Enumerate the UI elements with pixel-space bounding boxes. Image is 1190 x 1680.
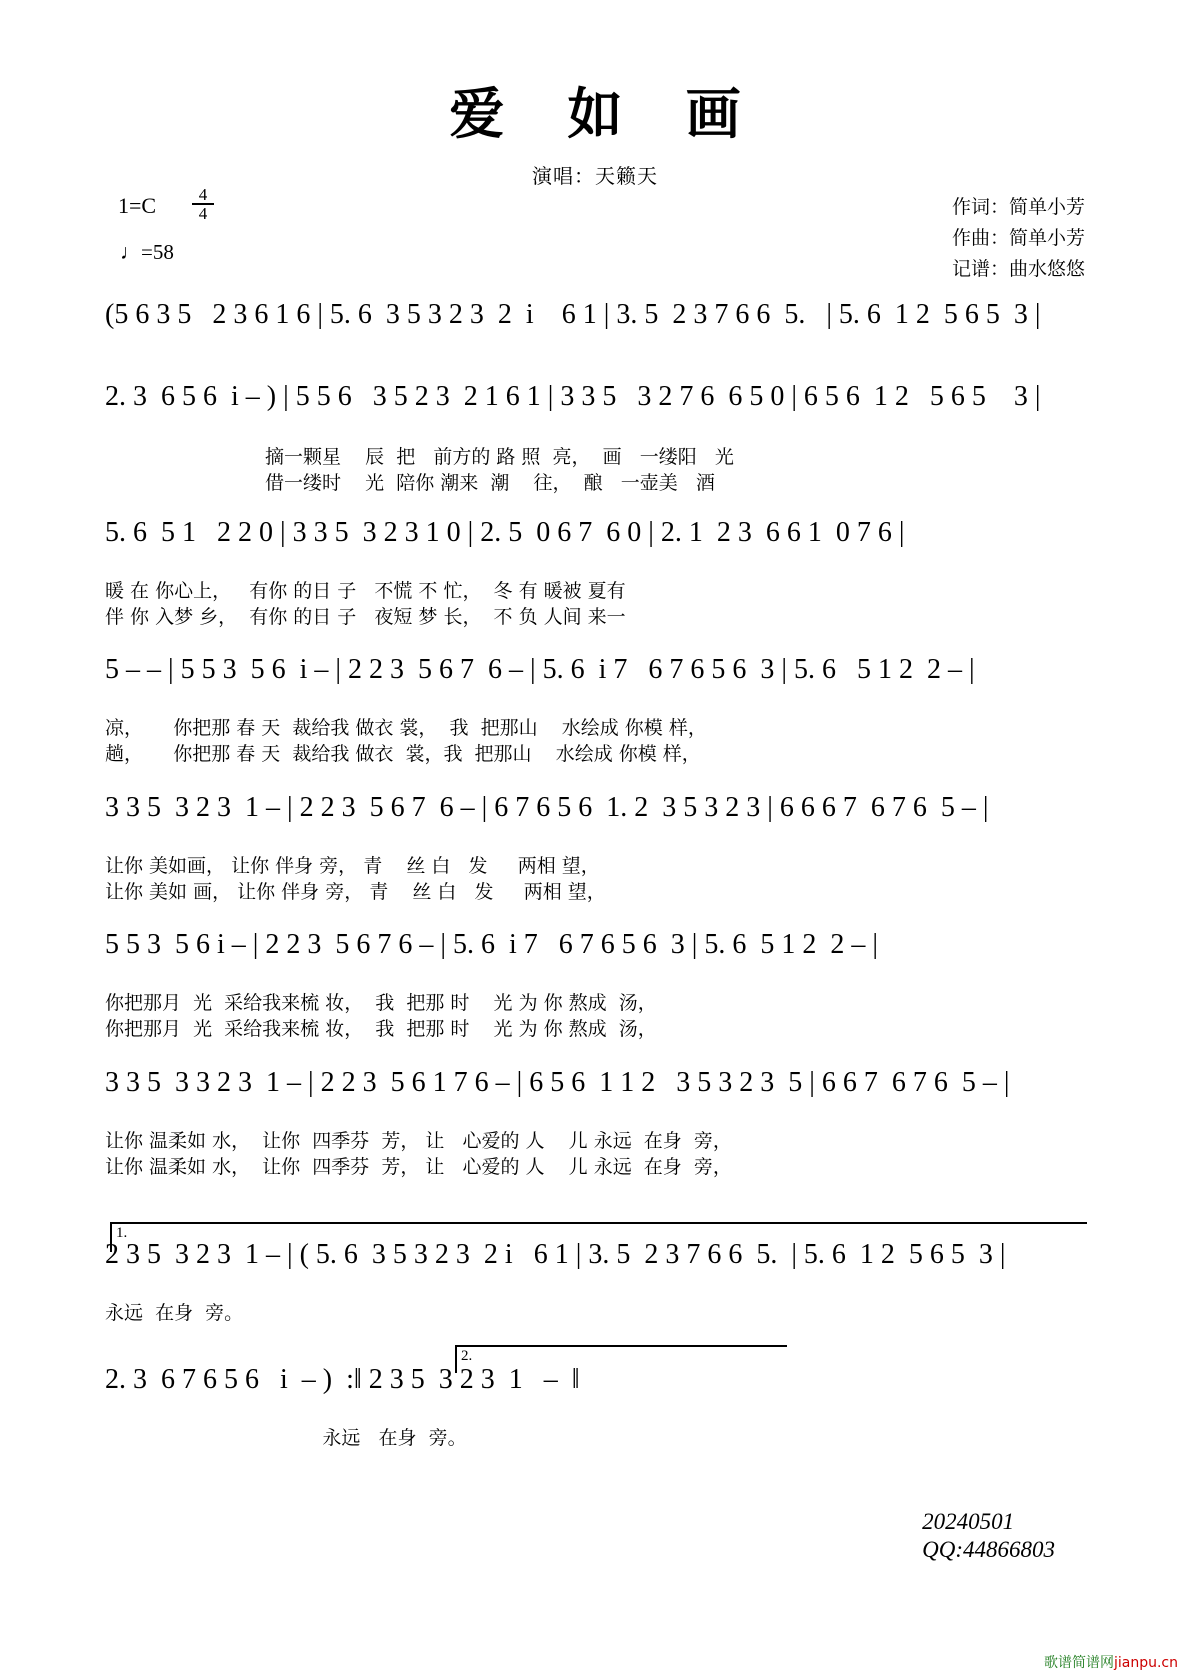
time-signature-numerator: 4 [198, 185, 208, 204]
tempo-marking: ♩=58 [120, 240, 174, 264]
notation-line: 5 5 3 5 6 i – | 2 2 3 5 6 7 6 – | 5. 6 i 7 6 7 6 5 6 3 | 5. 6 5 1 2 2 – | [105, 929, 878, 960]
time-signature-denominator: 4 [192, 203, 214, 222]
lyric-line-ending2: 永远 在身 旁。 [105, 1427, 467, 1449]
notation-line: (5 6 3 5 2 3 6 1 6 | 5. 6 3 5 3 2 3 2 i 6 1 | 3. 5 2 3 7 6 6 5. | 5. 6 1 2 5 6 5 3 | [105, 299, 1041, 330]
music-system-7 [105, 1068, 1090, 1178]
lyric-line-verse1: 暖 在 你心上， 有你 的日 子 不慌 不 忙， 冬 有 暖被 夏有 [105, 580, 626, 602]
lyric-line-verse1: 让你 温柔如 水， 让你 四季芬 芳， 让 心爱的 人 儿 永远 在身 旁， [105, 1130, 732, 1152]
notation-line: 5. 6 5 1 2 2 0 | 3 3 5 3 2 3 1 0 | 2. 5 0 6 7 6 0 | 2. 1 2 3 6 6 1 0 7 6 | [105, 517, 905, 548]
singer-line: 演唱：天籁天 [532, 164, 658, 188]
footer-block [922, 1508, 1055, 1566]
site-watermark [1044, 1652, 1178, 1672]
music-system-5 [105, 793, 1090, 903]
credits-block [952, 192, 1085, 284]
site-name: 歌谱简谱网 [1043, 1655, 1114, 1671]
lyric-line-verse2: 让你 美如 画， 让你 伴身 旁， 青 丝 白 发 两相 望， [105, 881, 606, 903]
music-system-1 [105, 300, 1090, 340]
notation-line: 5 – – | 5 5 3 5 6 i – | 2 2 3 5 6 7 6 – | 5. 6 i 7 6 7 6 5 6 3 | 5. 6 5 1 2 2 – | [105, 654, 975, 685]
music-system-2 [105, 382, 1090, 494]
credit-transcriber: 记谱：曲水悠悠 [951, 257, 1085, 280]
notation-line: 2 3 5 3 2 3 1 – | ( 5. 6 3 5 3 2 3 2 i 6 1 | 3. 5 2 3 7 6 6 5. | 5. 6 1 2 5 6 5 3 | [105, 1239, 1006, 1270]
music-system-6 [105, 930, 1090, 1040]
lyric-line-verse2: 你把那月 光 采给我来梳 妆， 我 把那 时 光 为 你 熬成 汤， [105, 1018, 657, 1040]
music-system-9 [105, 1365, 1090, 1449]
music-system-3 [105, 518, 1090, 628]
notation-line: 2. 3 6 7 6 5 6 i – ) :‖ 2 3 5 3 2 3 1 – ‖ [105, 1364, 580, 1395]
lyric-line-verse1: 摘一颗星 辰 把 前方的 路 照 亮， 画 一缕阳 光 [265, 446, 734, 468]
notation-line: 3 3 5 3 3 2 3 1 – | 2 2 3 5 6 1 7 6 – | 6 5 6 1 1 2 3 5 3 2 3 5 | 6 6 7 6 7 6 5 – | [105, 1067, 1010, 1098]
credit-lyricist: 作词：简单小芳 [951, 196, 1085, 218]
footer-date: 20240501 [922, 1508, 1015, 1534]
time-signature [192, 186, 214, 222]
lyric-line-ending1: 永远 在身 旁。 [105, 1302, 244, 1324]
footer-qq: QQ:44866803 [922, 1537, 1055, 1563]
page-title: 爱 如 画 [449, 82, 763, 146]
music-system-4 [105, 655, 1090, 765]
site-url: jianpu.cn [1113, 1655, 1178, 1671]
lyric-line-verse2: 让你 温柔如 水， 让你 四季芬 芳， 让 心爱的 人 儿 永远 在身 旁， [105, 1156, 732, 1178]
lyric-line-verse2: 趟， 你把那 春 天 裁给我 做衣 裳，我 把那山 水绘成 你模 样， [105, 743, 701, 765]
music-system-8 [105, 1240, 1090, 1324]
key-signature: 1=C [118, 193, 157, 218]
lyric-line-verse2: 伴 你 入梦 乡， 有你 的日 子 夜短 梦 长， 不 负 人间 来一 [105, 606, 626, 628]
lyric-line-verse1: 让你 美如画， 让你 伴身 旁， 青 丝 白 发 两相 望， [105, 855, 600, 877]
lyric-line-verse2: 借一缕时 光 陪你 潮来 潮 往， 酿 一壶美 酒 [265, 472, 715, 494]
notation-line: 2. 3 6 5 6 i – ) | 5 5 6 3 5 2 3 2 1 6 1 | 3 3 5 3 2 7 6 6 5 0 | 6 5 6 1 2 5 6 5 3 | [105, 381, 1041, 412]
ending-number-1: 1. [116, 1225, 128, 1241]
notation-line: 3 3 5 3 2 3 1 – | 2 2 3 5 6 7 6 – | 6 7 6 5 6 1. 2 3 5 3 2 3 | 6 6 6 7 6 7 6 5 – | [105, 792, 989, 823]
credit-composer: 作曲：简单小芳 [951, 226, 1085, 249]
lyric-line-verse1: 你把那月 光 采给我来梳 妆， 我 把那 时 光 为 你 熬成 汤， [105, 992, 657, 1014]
ending-number-2: 2. [461, 1348, 473, 1364]
lyric-line-verse1: 凉， 你把那 春 天 裁给我 做衣 裳， 我 把那山 水绘成 你模 样， [105, 717, 707, 739]
